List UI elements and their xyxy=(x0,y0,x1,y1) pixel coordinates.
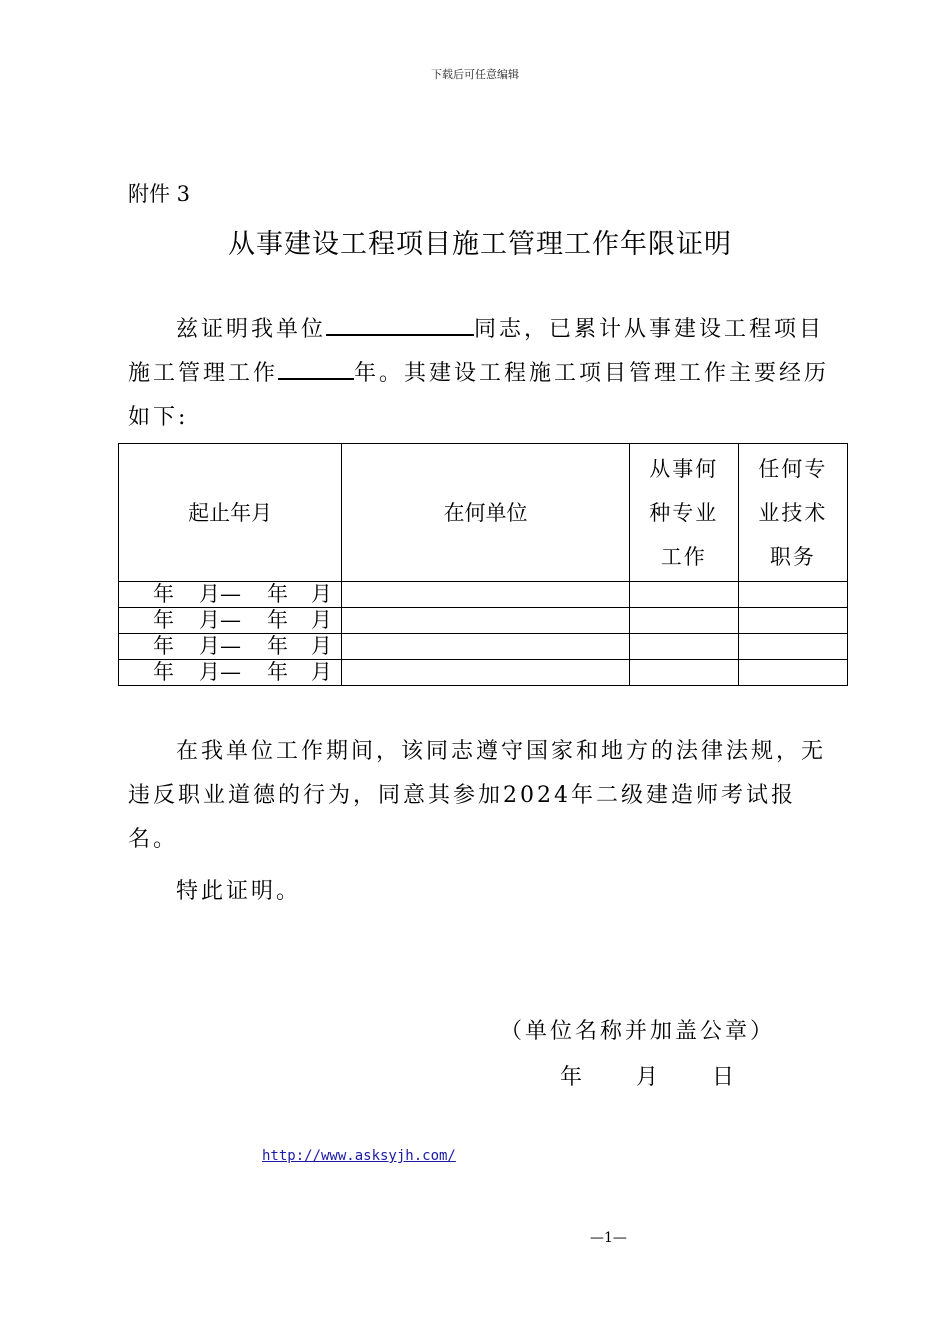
table-row xyxy=(119,634,848,660)
years-blank[interactable] xyxy=(278,356,354,380)
period-year-end: 年 xyxy=(267,608,288,632)
date-month: 月 xyxy=(636,1065,659,1090)
document-title: 从事建设工程项目施工管理工作年限证明 xyxy=(228,229,732,260)
title-cell[interactable] xyxy=(738,582,847,608)
period-year-end: 年 xyxy=(267,634,288,658)
period-year-end: 年 xyxy=(267,582,288,606)
attachment-label: 附件 3 xyxy=(128,182,191,206)
period-year-start: 年 xyxy=(153,582,174,606)
table-row xyxy=(119,582,848,608)
unit-cell[interactable] xyxy=(342,660,629,686)
header-note: 下载后可任意编辑 xyxy=(431,68,519,81)
unit-cell[interactable] xyxy=(342,582,629,608)
work-cell[interactable] xyxy=(629,634,738,660)
website-link[interactable]: http://www.asksyjh.com/ xyxy=(262,1148,456,1164)
page-number: —1— xyxy=(590,1230,627,1246)
work-cell[interactable] xyxy=(629,660,738,686)
table-row xyxy=(119,608,848,634)
work-cell[interactable] xyxy=(629,608,738,634)
period-year-start: 年 xyxy=(153,608,174,632)
work-cell[interactable] xyxy=(629,582,738,608)
unit-cell[interactable] xyxy=(342,608,629,634)
period-month-end: 月 xyxy=(311,660,332,684)
date-day: 日 xyxy=(712,1065,735,1090)
header-work: 从事何种专业工作 xyxy=(629,444,738,582)
period-month-end: 月 xyxy=(311,634,332,658)
unit-cell[interactable] xyxy=(342,634,629,660)
experience-table xyxy=(118,443,848,686)
title-cell[interactable] xyxy=(738,634,847,660)
table-header-row xyxy=(119,444,848,582)
table-row xyxy=(119,660,848,686)
period-cell[interactable] xyxy=(119,582,342,608)
closing-paragraph xyxy=(128,870,834,914)
period-cell[interactable] xyxy=(119,660,342,686)
stamp-note: （单位名称并加盖公章） xyxy=(500,1019,776,1044)
conduct-paragraph xyxy=(128,730,834,862)
title-cell[interactable] xyxy=(738,608,847,634)
closing-text: 特此证明。 xyxy=(176,879,302,904)
period-cell[interactable] xyxy=(119,608,342,634)
period-year-start: 年 xyxy=(153,660,174,684)
period-year-end: 年 xyxy=(267,660,288,684)
intro-part-1: 兹证明我单位 xyxy=(176,317,327,342)
period-month-end: 月 xyxy=(311,608,332,632)
intro-part-2: 同志，已累计从事建设工程项目施工管理工作 xyxy=(128,317,825,386)
period-month-end: 月 xyxy=(311,582,332,606)
conduct-text: 在我单位工作期间，该同志遵守国家和地方的法律法规，无违反职业道德的行为，同意其参加2024年二级建造师考试报名。 xyxy=(128,739,827,852)
period-year-start: 年 xyxy=(153,634,174,658)
intro-paragraph xyxy=(128,308,834,440)
title-cell[interactable] xyxy=(738,660,847,686)
date-year: 年 xyxy=(560,1065,583,1090)
period-cell[interactable] xyxy=(119,634,342,660)
period-month-dash: 月— xyxy=(199,660,241,684)
header-title: 任何专业技术职务 xyxy=(738,444,847,582)
header-period: 起止年月 xyxy=(119,444,342,582)
unit-name-blank[interactable] xyxy=(326,312,474,336)
period-month-dash: 月— xyxy=(199,634,241,658)
period-month-dash: 月— xyxy=(199,608,241,632)
header-unit: 在何单位 xyxy=(342,444,629,582)
period-month-dash: 月— xyxy=(199,582,241,606)
intro-part-3: 年。其建设工程施工项目管理工作主要经历如下: xyxy=(128,361,830,430)
